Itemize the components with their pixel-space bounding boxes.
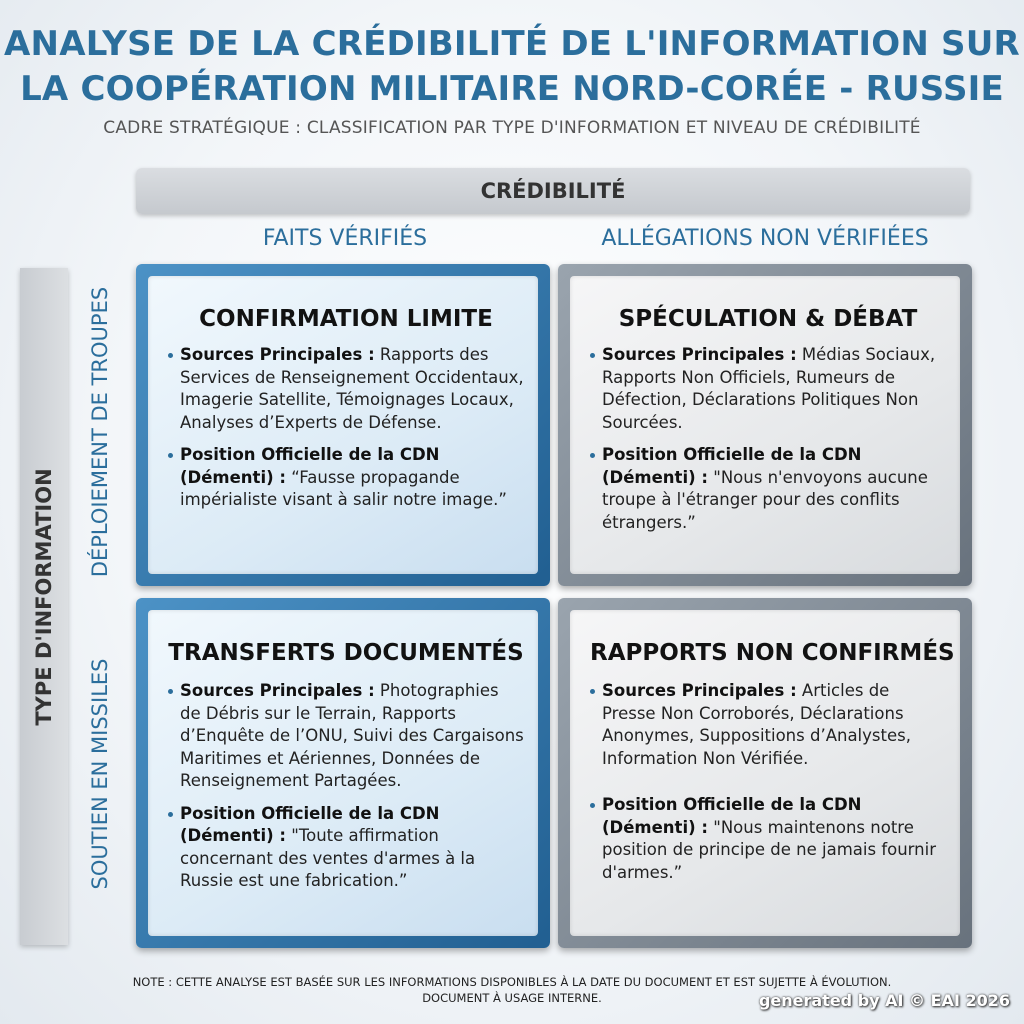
official-position-text: "Nous n'envoyons aucune troupe à l'étranger pour des conflits étrangers.” bbox=[602, 467, 928, 532]
official-position-label: Position Officielle de la CDN (Démenti) : bbox=[602, 445, 862, 487]
quadrant-title: CONFIRMATION LIMITE bbox=[199, 306, 493, 332]
sources-bullet bbox=[168, 344, 524, 434]
official-position-bullet bbox=[168, 444, 524, 512]
quadrant-unconfirmed-reports bbox=[558, 598, 972, 948]
sources-text: Photographies de Débris sur le Terrain, Rapports d’Enquête de l’ONU, Suivi des Cargaisons Maritimes et Aériennes, Données de Renseignement Partagées. bbox=[180, 681, 524, 790]
sources-bullet bbox=[168, 680, 524, 793]
credibility-axis-label: CRÉDIBILITÉ bbox=[480, 179, 626, 203]
footnote-line-2: DOCUMENT À USAGE INTERNE. bbox=[422, 991, 602, 1005]
credibility-axis-bar bbox=[136, 168, 970, 214]
row-header-troop-deployment: DÉPLOIEMENT DE TROUPES bbox=[88, 286, 112, 578]
sources-label: Sources Principales : bbox=[602, 681, 797, 700]
quadrant-panel bbox=[148, 276, 538, 574]
official-position-bullet bbox=[168, 803, 524, 893]
quadrant-documented-transfers bbox=[136, 598, 550, 948]
official-position-label: Position Officielle de la CDN (Démenti) : bbox=[180, 803, 440, 845]
quadrant-panel bbox=[570, 276, 960, 574]
sources-text: Rapports des Services de Renseignement Occidentaux, Imagerie Satellite, Témoignages Locaux, Analyses d’Experts de Défense. bbox=[180, 345, 524, 432]
official-position-text: "Nous maintenons notre position de principe de ne jamais fournir d'armes.” bbox=[602, 817, 937, 882]
quadrant-title: SPÉCULATION & DÉBAT bbox=[618, 306, 918, 332]
official-position-label: Position Officielle de la CDN (Démenti) : bbox=[602, 795, 862, 837]
sources-label: Sources Principales : bbox=[180, 681, 375, 700]
title-line-1: ANALYSE DE LA CRÉDIBILITÉ DE L'INFORMATION SUR bbox=[4, 24, 1020, 64]
official-position-bullet bbox=[590, 794, 946, 884]
ai-watermark: generated by AI © EAI 2026 bbox=[758, 991, 1010, 1010]
sources-bullet bbox=[590, 680, 946, 770]
row-header-missile-support: SOUTIEN EN MISSILES bbox=[88, 658, 112, 890]
quadrant-bullet-list bbox=[168, 344, 524, 512]
title-line-2: LA COOPÉRATION MILITAIRE NORD-CORÉE - RUSSIE bbox=[20, 69, 1004, 109]
quadrant-bullet-list bbox=[590, 344, 946, 534]
column-header-verified-facts: FAITS VÉRIFIÉS bbox=[262, 226, 428, 251]
official-position-text: “Fausse propagande impérialiste visant à salir notre image.” bbox=[180, 467, 507, 509]
column-header-unverified-allegations: ALLÉGATIONS NON VÉRIFIÉES bbox=[601, 226, 929, 251]
sources-bullet bbox=[590, 344, 946, 434]
quadrant-speculation-debate bbox=[558, 264, 972, 586]
official-position-bullet bbox=[590, 444, 946, 534]
quadrant-title: TRANSFERTS DOCUMENTÉS bbox=[168, 640, 524, 666]
information-type-axis-label: TYPE D'INFORMATION bbox=[32, 468, 56, 726]
quadrant-title: RAPPORTS NON CONFIRMÉS bbox=[590, 640, 955, 666]
quadrant-limited-confirmation bbox=[136, 264, 550, 586]
official-position-text: "Toute affirmation concernant des ventes d'armes à la Russie est une fabrication.” bbox=[180, 826, 476, 890]
page-subtitle: CADRE STRATÉGIQUE : CLASSIFICATION PAR TYPE D'INFORMATION ET NIVEAU DE CRÉDIBILITÉ bbox=[103, 118, 921, 138]
quadrant-bullet-list bbox=[168, 680, 524, 893]
quadrant-panel bbox=[148, 610, 538, 936]
sources-text: Articles de Presse Non Corroborés, Déclarations Anonymes, Suppositions d’Analystes, Information Non Vérifiée. bbox=[602, 681, 911, 768]
sources-label: Sources Principales : bbox=[602, 345, 797, 364]
official-position-label: Position Officielle de la CDN (Démenti) : bbox=[180, 445, 440, 487]
page-title bbox=[0, 22, 1024, 112]
quadrant-bullet-list bbox=[590, 680, 946, 884]
footnote-line-1: NOTE : CETTE ANALYSE EST BASÉE SUR LES INFORMATIONS DISPONIBLES À LA DATE DU DOCUMENT ET EST SUJETTE À ÉVOLUTION. bbox=[132, 975, 892, 989]
sources-label: Sources Principales : bbox=[180, 345, 375, 364]
quadrant-panel bbox=[570, 610, 960, 936]
sources-text: Médias Sociaux, Rapports Non Officiels, Rumeurs de Défection, Déclarations Politiques Non Sourcées. bbox=[602, 345, 936, 432]
